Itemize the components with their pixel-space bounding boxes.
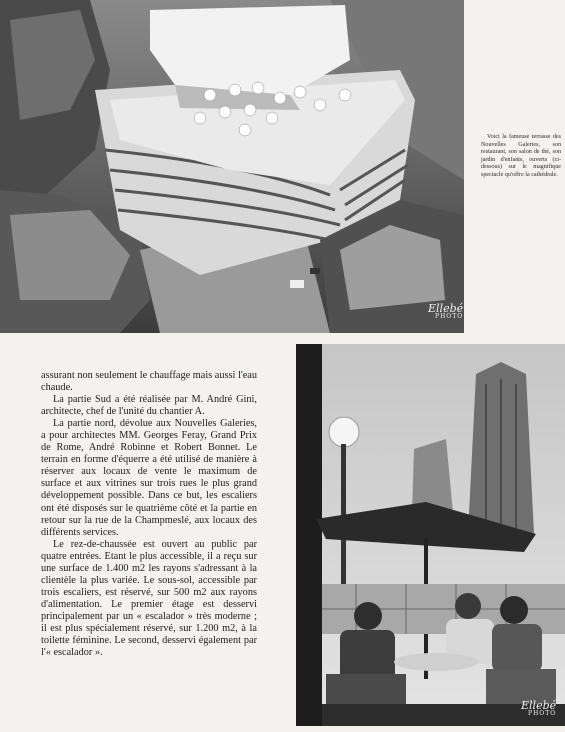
article-body xyxy=(41,370,257,659)
photo-caption-text: Voici la fameuse terrasse des Nouvelles Galeries, son restaurant, son salon de thé, son jardin d'enfants, ouverts (ci-dessous) sur le magnifique spectacle qu'offre la cathédrale. xyxy=(481,134,561,178)
photo-credit-bottom-name: Ellebé xyxy=(521,699,557,712)
photo-credit-top-name: Ellebé xyxy=(428,302,464,315)
aerial-photo-illustration xyxy=(0,0,464,333)
photo-credit-top-sub: PHOTO xyxy=(435,313,464,320)
body-paragraph-4: Le rez-de-chaussée est ouvert au public par quatre entrées. Etant le plus accessible, il a reçu sur une surface de 1.400 m2 les rayons s'adressant à la clientèle la plus variée. Le sous-sol, accessible par trois escaliers, est réservé, sur 500 m2 aux rayons d'alimentation. Le premier étage est desservi principalement par un « escalador » très moderne ; il est plus spécialement réservé, sur 1.200 m2, à la toilette féminine. Le second, desservi également par l'« escalador ». xyxy=(41,538,257,659)
body-paragraph-1: assurant non seulement le chauffage mais aussi l'eau chaude. xyxy=(41,370,257,394)
aerial-photo-nouvelles-galeries xyxy=(0,0,464,333)
terrace-photo-cathedral xyxy=(296,344,565,726)
terrace-photo-illustration xyxy=(296,344,565,726)
photo-caption xyxy=(481,134,561,180)
body-paragraph-3: La partie nord, dévolue aux Nouvelles Galeries, a pour architectes MM. Georges Feray, Grand Prix de Rome, André Robinne et Robert Bonnet. Le terrain en forme d'équerre a été utilisé de manière à réserver aux locaux de vente le maximum de surface et aux vitrines sur trois rues le plus grand développement possible. Dans ce but, les escaliers ont été disposés sur le quatrième côté et la partie en retour sur la rue de la Champmeslé, aux locaux des différents services. xyxy=(41,418,257,538)
photo-credit-bottom-sub: PHOTO xyxy=(528,710,557,717)
photo-credit-top xyxy=(428,303,463,320)
body-paragraph-2: La partie Sud a été réalisée par M. André Gini, architecte, chef de l'unité du chantier A. xyxy=(41,394,257,418)
photo-credit-bottom xyxy=(521,700,556,717)
